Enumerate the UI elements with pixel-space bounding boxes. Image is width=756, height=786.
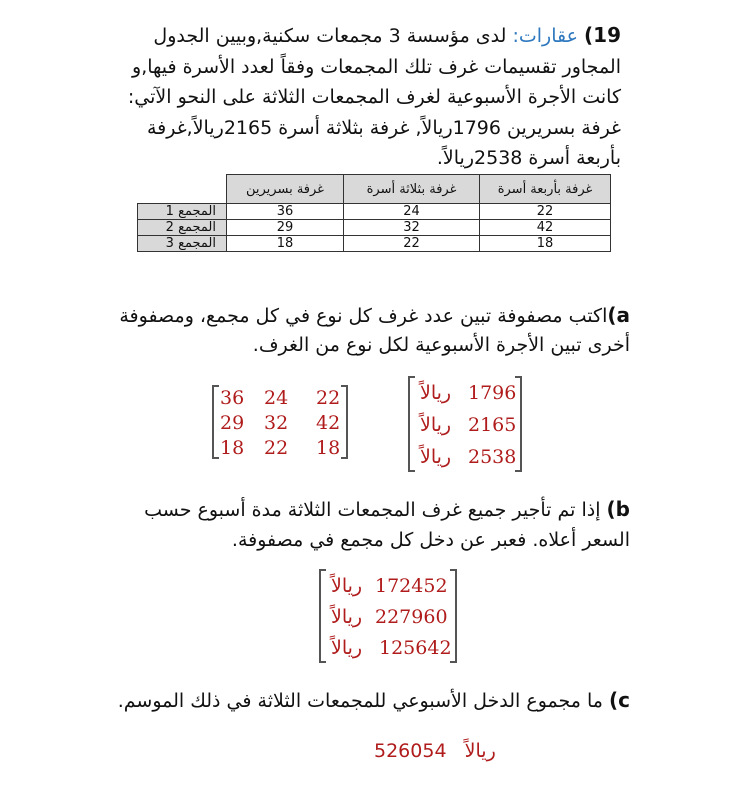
part-b-text: إذا تم تأجير جميع غرف المجمعات الثلاثة مدة أسبوع حسب السعر أعلاه. فعبر عن دخل كل مجمع في مصفوفة.	[144, 499, 630, 551]
matrix-cell: 32	[264, 412, 289, 434]
matrix-unit: ريالاً	[331, 637, 363, 659]
problem-intro-text: لدى مؤسسة 3 مجمعات سكنية,وبيين الجدول المجاور تقسيمات غرف تلك المجمعات وفقاً لعدد الأسرة فيها,و كانت الأجرة الأسبوعية لغرف المجمعات الثلاثة على النحو الآتي: غرفة بسريرين 1796ريالاً, غرفة بثلاثة أسرة 2165ريالاً,غرفة بأربعة أسرة 2538ريالاً.	[127, 25, 621, 169]
total-income-unit: ريالاً	[464, 740, 496, 762]
matrix-cell: 1796	[468, 382, 517, 404]
part-a	[110, 301, 630, 360]
matrix-row	[212, 433, 348, 463]
problem-intro	[121, 20, 621, 174]
matrix-row	[408, 442, 522, 472]
matrix-cell: 172452	[375, 575, 448, 597]
table-row	[138, 236, 611, 252]
matrix-row	[408, 378, 522, 408]
part-c-marker: c)	[609, 688, 630, 712]
matrix-unit: ريالاً	[420, 414, 452, 436]
table-corner	[138, 175, 227, 204]
matrix-cell: 22	[316, 387, 341, 409]
table-cell: 29	[227, 220, 344, 236]
matrix-unit: ريالاً	[420, 382, 452, 404]
table-cell: 42	[480, 220, 611, 236]
table-row	[138, 204, 611, 220]
table-cell: 18	[480, 236, 611, 252]
rooms-table	[137, 174, 611, 252]
matrix-unit: ريالاً	[331, 606, 363, 628]
rooms-matrix	[212, 385, 348, 459]
matrix-cell: 125642	[379, 637, 452, 659]
table-cell: 22	[344, 236, 480, 252]
matrix-unit: ريالاً	[420, 446, 452, 468]
matrix-row	[408, 410, 522, 440]
income-matrix	[319, 569, 457, 663]
matrix-cell: 24	[264, 387, 289, 409]
table-row-label: المجمع 3	[138, 236, 227, 252]
table-cell: 22	[480, 204, 611, 220]
matrix-cell: 2165	[468, 414, 517, 436]
table-cell: 18	[227, 236, 344, 252]
total-income-answer	[374, 740, 496, 762]
total-income-value: 526054	[374, 740, 447, 762]
part-b	[110, 494, 630, 555]
table-header-four-beds: غرفة بأربعة أسرة	[480, 175, 611, 204]
problem-number: 19)	[584, 23, 621, 47]
part-b-marker: b)	[606, 497, 630, 521]
matrix-cell: 18	[220, 437, 245, 459]
part-a-text: اكتب مصفوفة تبين عدد غرف كل نوع في كل مجمع، ومصفوفة أخرى تبين الأجرة الأسبوعية لكل نوع من الغرف.	[119, 305, 630, 356]
rent-matrix	[408, 376, 522, 472]
table-row-label: المجمع 2	[138, 220, 227, 236]
matrix-unit: ريالاً	[331, 575, 363, 597]
problem-topic-label: عقارات:	[512, 25, 578, 47]
table-cell: 24	[344, 204, 480, 220]
matrix-cell: 42	[316, 412, 341, 434]
matrix-cell: 22	[264, 437, 289, 459]
part-c-text: ما مجموع الدخل الأسبوعي للمجمعات الثلاثة في ذلك الموسم.	[117, 690, 603, 712]
part-c	[110, 685, 630, 716]
matrix-cell: 36	[220, 387, 245, 409]
table-cell: 36	[227, 204, 344, 220]
table-header-two-beds: غرفة بسريرين	[227, 175, 344, 204]
table-row	[138, 220, 611, 236]
matrix-row	[319, 633, 457, 663]
table-cell: 32	[344, 220, 480, 236]
matrix-row	[319, 571, 457, 601]
matrix-cell: 2538	[468, 446, 517, 468]
matrix-row	[319, 602, 457, 632]
part-a-marker: a)	[607, 303, 630, 327]
matrix-cell: 227960	[375, 606, 448, 628]
matrix-cell: 29	[220, 412, 245, 434]
matrix-cell: 18	[316, 437, 341, 459]
table-header-three-beds: غرفة بثلاثة أسرة	[344, 175, 480, 204]
table-row-label: المجمع 1	[138, 204, 227, 220]
